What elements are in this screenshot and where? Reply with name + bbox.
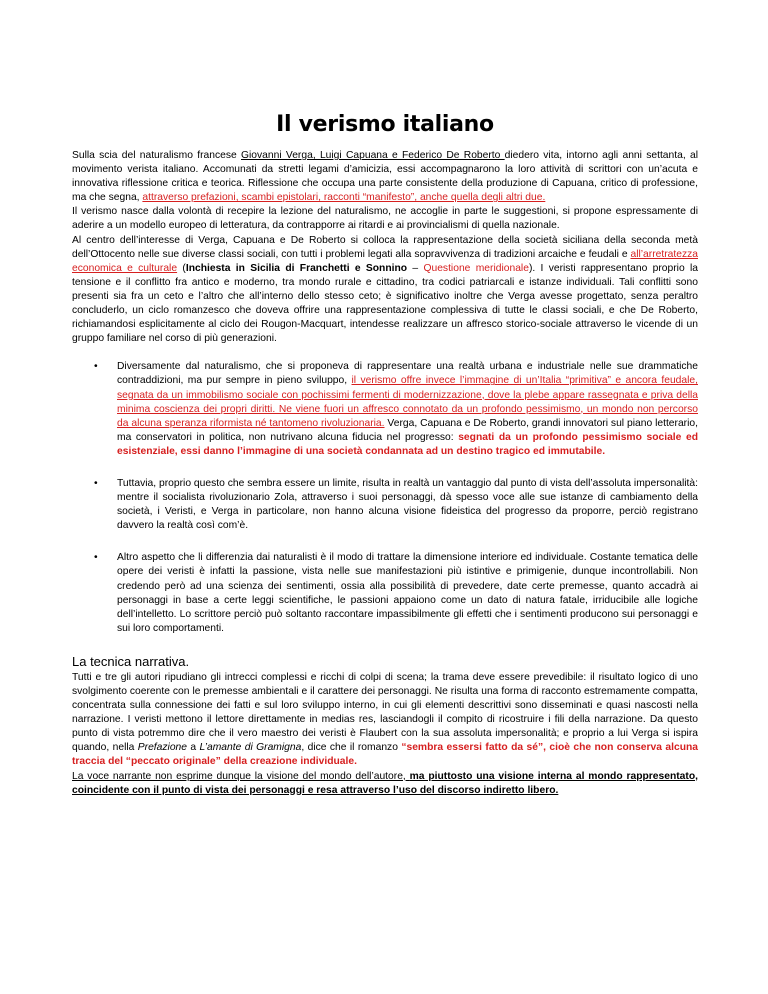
intro-text: Sulla scia del naturalismo francese (72, 150, 241, 161)
red-bold-text: “sembra essersi fatto da sé”, cioè che non conserva alcuna traccia del “peccato originale” della creazione individuale. (72, 742, 699, 768)
item-text: Tuttavia, proprio questo che sembra essere un limite, risulta in realtà un vantaggio dal punto di vista dell’assoluta impersonalità: mentre il socialista rivoluzionario Zola, attraverso i suoi personaggi, dà spesso voce alle sue istanze di cambiamento della società, i Veristi, e Verga in particolare, non hanno alcuna visione fideistica del progresso da proporre, perciò registrano davvero la realtà così com’è. (117, 477, 698, 532)
red-underlined-text: il verismo offre invece l’immagine di un’Italia “primitiva” e ancora feudale, segnata da un immobilismo sociale con pochissimi fermenti di modernizzazione, dove la plebe appare rassegnata e priva della minima coscienza dei propri diritti. Ne viene fuori un affresco connotato da un profondo pessimismo, un mondo non percorso da alcuna speranza riformista né tantomeno rivoluzionaria. (117, 375, 698, 429)
red-text: Questione meridionale (423, 262, 529, 274)
intro-paragraph-2: Il verismo nasce dalla volontà di recepire la lezione del naturalismo, ne accoglie in parte le suggestioni, si propone espressamente di aderire a un modello europeo di letteratura, da contrapporre ai ritardi e ai provincialismi di quella nazionale. (72, 206, 698, 232)
bullet-icon: • (94, 552, 98, 564)
section-text: , dice che il romanzo (301, 742, 402, 754)
bold-underlined-text: ma piuttosto una visione interna al mondo rappresentato, coincidente con il punto di vista dei personaggi e resa attraverso l’uso del discorso indiretto libero. (72, 770, 698, 796)
bullet-icon: • (94, 477, 98, 489)
item-text: Verga, Capuana e De Roberto, grandi innovatori sul piano letterario, ma conservatori in politica, non nutrivano alcuna fiducia nel progresso: (117, 417, 698, 443)
item-text: Altro aspetto che li differenzia dai naturalisti è il modo di trattare la dimensione interiore ed individuale. Costante tematica delle opere dei veristi è infatti la passione, vista nelle sue manifestazioni più istintive e primigenie, dunque incontrollabili. Non credendo però ad una scienza dei sentimenti, ossia alla possibilità di prevedere, date certe premesse, quanto accadrà ai personaggi in base a certe leggi scientifiche, le passioni appaiono come un dato di natura fatale, irriducibile alle logiche dell’intelletto. Lo scrittore perciò può soltanto raccontare impassibilmente gli effetti che i sentimenti producono sui personaggi e sui loro comportamenti. (117, 552, 698, 634)
list-item (72, 551, 698, 636)
authors-underlined: Giovanni Verga, Luigi Capuana e Federico De Roberto (241, 150, 505, 161)
intro-text: diedero vita, intorno agli anni settanta, al movimento verista italiano. Accomunati da stretti legami d’amicizia, essi accompagnarono la loro attività di scrittori con un’acuta e innovativa riflessione critica e teorica. Riflessione che occupa una parte consistente della produzione di Capuana, critico di professione, ma che segna, (72, 150, 698, 204)
red-underlined-text: attraverso prefazioni, scambi epistolari, racconti “manifesto”, anche quella degli altri due. (142, 192, 546, 204)
bullet-list (72, 360, 698, 636)
section-paragraph-2 (72, 770, 698, 798)
intro-paragraph-1 (72, 149, 698, 205)
intro-text: ( (177, 262, 186, 274)
red-bold-text: segnati da un profondo pessimismo sociale ed esistenziale, essi danno l’immagine di una società condannata ad un destino tragico ed immutabile. (117, 431, 698, 457)
list-item (72, 477, 698, 533)
list-item (72, 360, 698, 459)
section-text: Tutti e tre gli autori ripudiano gli intrecci complessi e ricchi di colpi di scena; la trama deve essere prevedibile: il risultato logico di uno svolgimento coerente con le premesse ambientali e il carattere dei personaggi. Ne risulta una forma di racconto estremamente compatta, concentrata sulla connessione dei fatti e sul loro sviluppo interno, in cui gli elementi descrittivi sono disseminati e quasi nascosti nella narrazione. I veristi mettono il lettore direttamente in medias res, lasciandogli il compito di ricostruire i fili della narrazione. Da questo punto di vista potremmo dire che il vero maestro dei veristi è Flaubert con la sua assoluta impersonalità; e proprio a lui Verga si ispira quando, nella (72, 671, 698, 754)
section-heading: La tecnica narrativa. (72, 653, 190, 669)
bullet-icon: • (94, 361, 98, 373)
section-text: a (187, 742, 200, 754)
italic-title: L’amante di Gramigna (199, 742, 302, 754)
red-underlined-text: all’arretratezza economica e culturale (72, 248, 698, 274)
section-paragraph-1 (72, 671, 698, 770)
intro-text: ). I veristi rappresentano proprio la tensione e il conflitto fra antico e moderno, tra mondo rurale e cittadino, tra codici patriarcali e istanze individuali. Tali conflitti sono presenti sia fra un ceto e l’altro che all’interno dello stesso ceto; è significativo inoltre che Verga avesse progettato, senza peraltro concluderlo, un ciclo romanzesco che doveva offrire una rappresentazione complessiva di tutte le classi sociali, e che De Roberto, richiamandosi esplicitamente al ciclo dei Rougon-Macquart, intendesse realizzare un affresco storico-sociale attraverso le vicende di un gruppo familiare nel corso di più generazioni. (72, 262, 699, 345)
italic-title: Prefazione (137, 742, 188, 754)
item-text: Diversamente dal naturalismo, che si proponeva di rappresentare una realtà urbana e industriale nelle sue drammatiche contraddizioni, ma pur sempre in pieno sviluppo, (117, 361, 698, 387)
intro-paragraph-3 (72, 234, 698, 347)
page-title: Il verismo italiano (276, 112, 494, 137)
underlined-text: La voce narrante non esprime dunque la visione del mondo dell’autore, (72, 770, 410, 782)
bold-text: Inchiesta in Sicilia di Franchetti e Sonnino (185, 262, 408, 274)
intro-text: Al centro dell’interesse di Verga, Capuana e De Roberto si colloca la rappresentazione della società siciliana della seconda metà dell’Ottocento nelle sue diverse classi sociali, con tutti i problemi legati alla sopravvivenza di tradizioni arcaiche e feudali e (72, 234, 698, 260)
intro-text: – (407, 262, 424, 274)
document-page (72, 112, 698, 798)
